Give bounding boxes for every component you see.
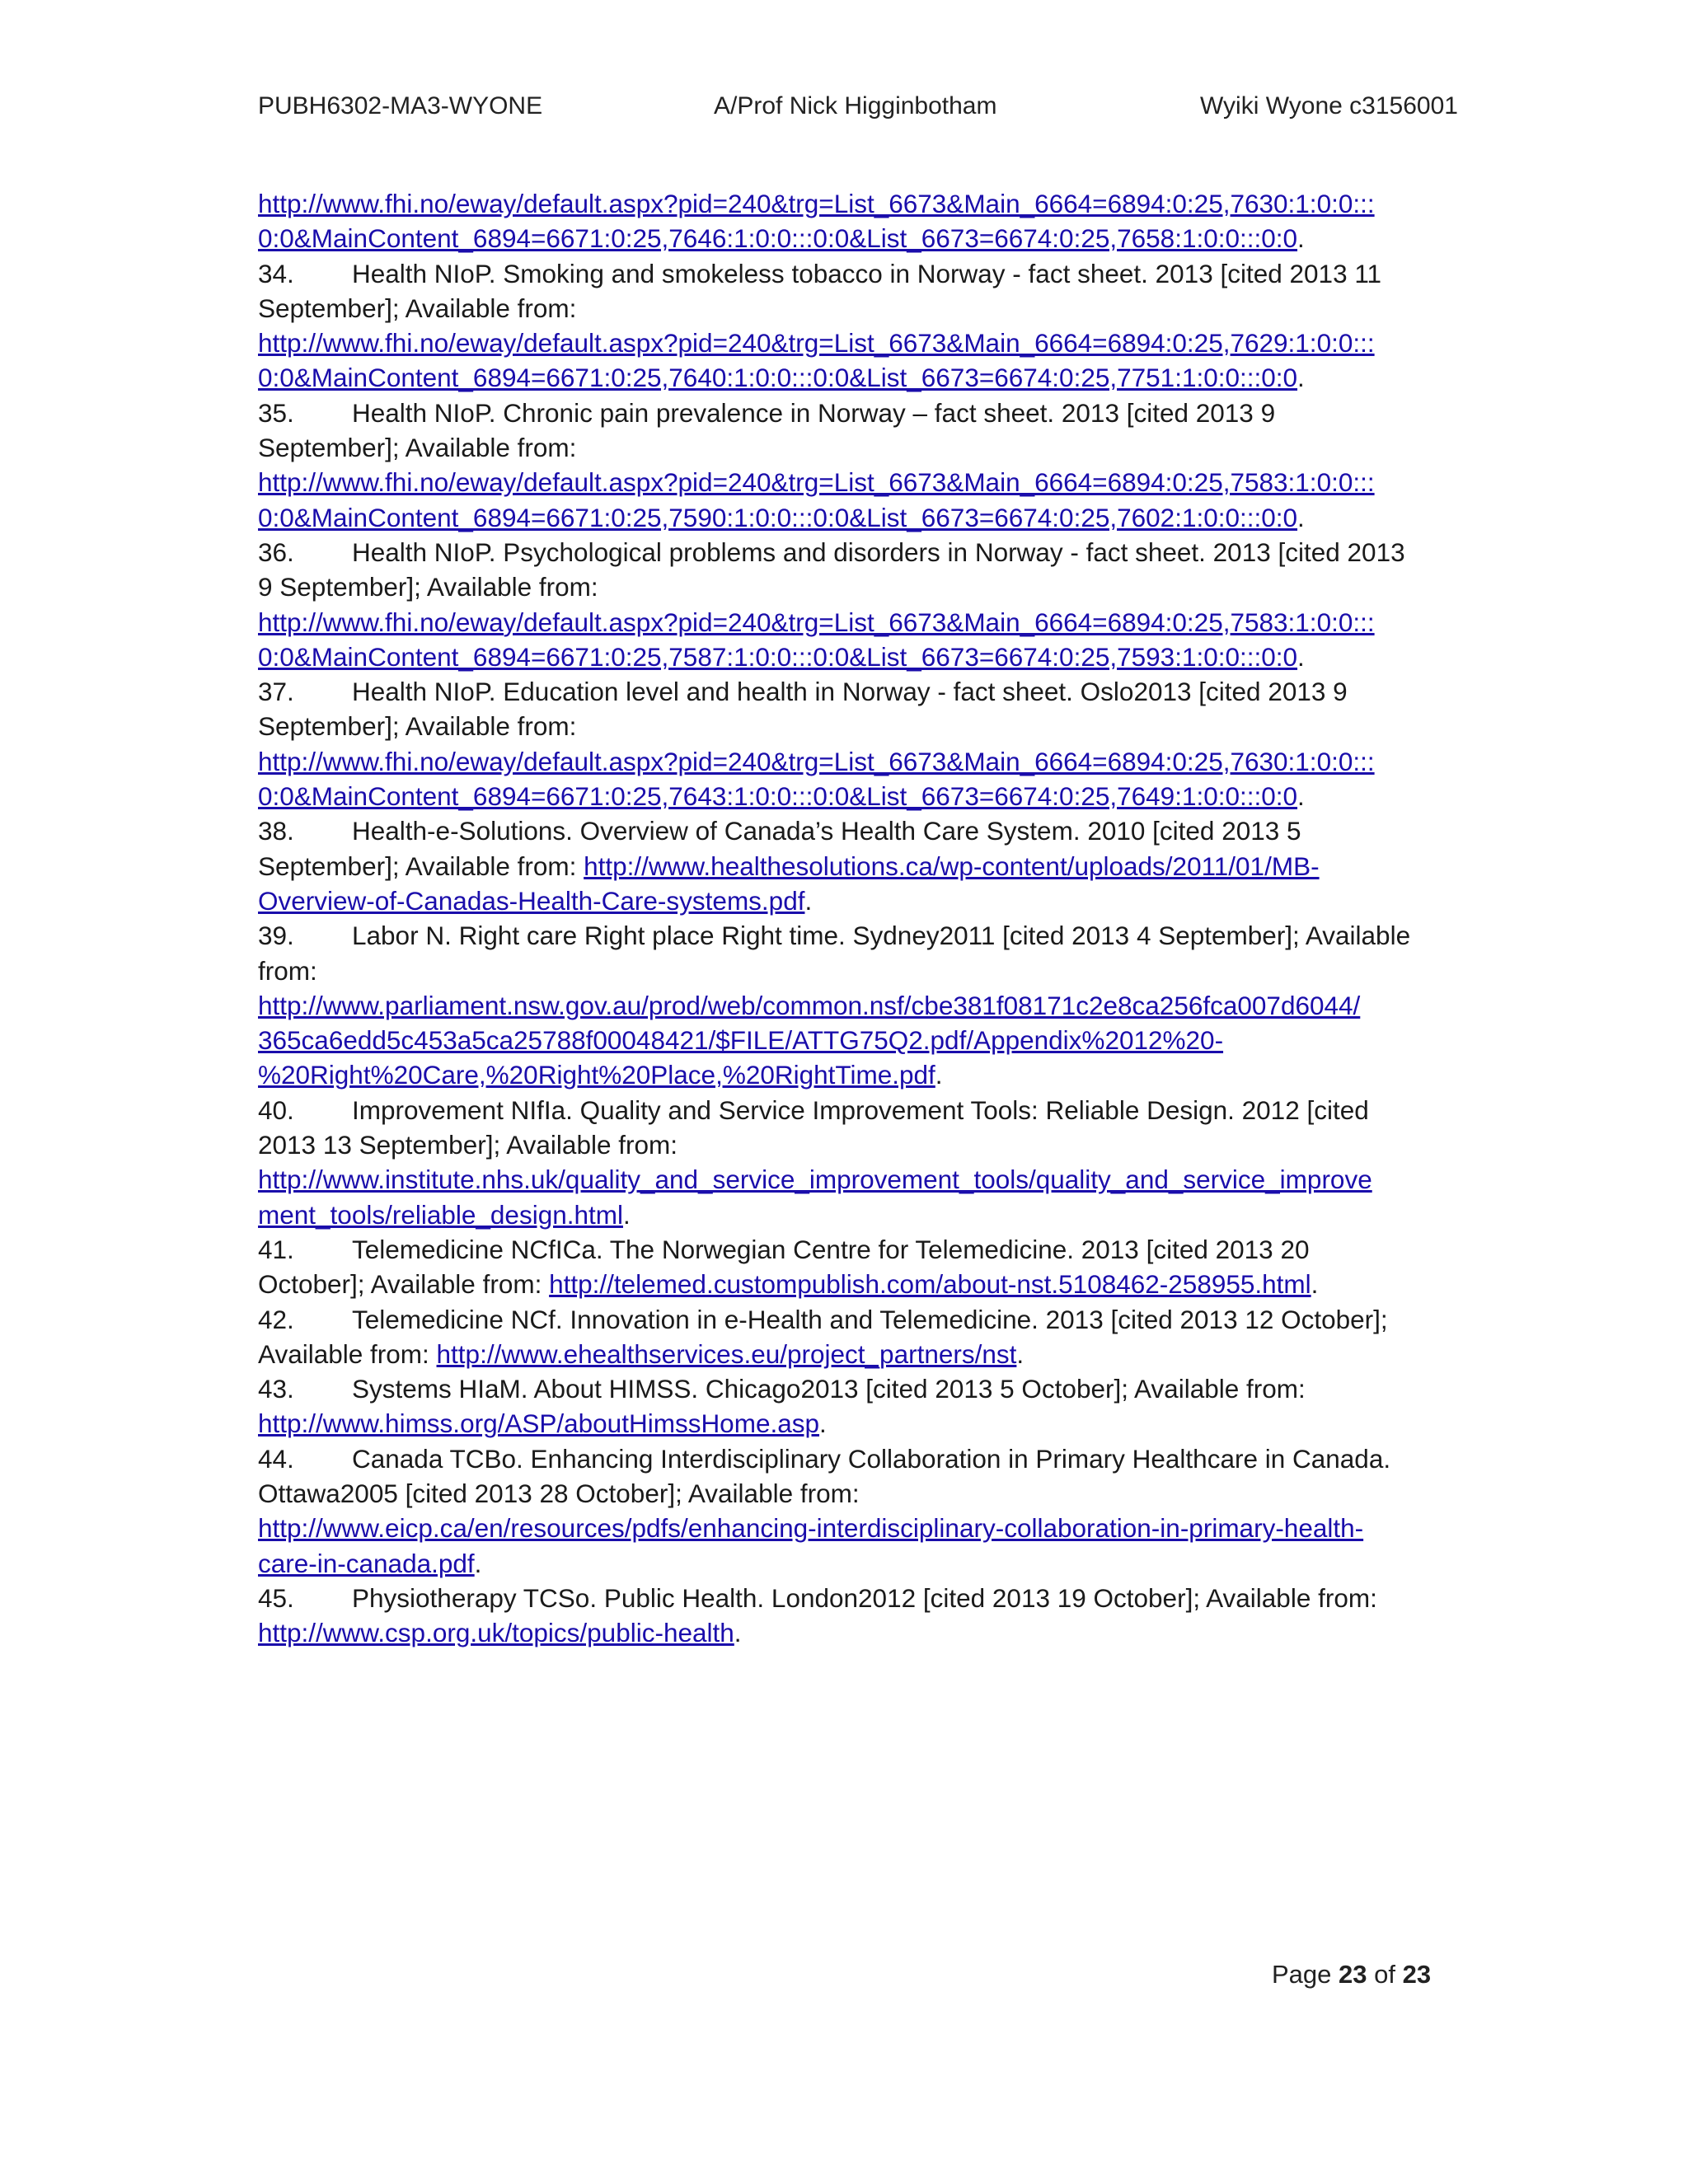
reference-text: Improvement NIfIa. Quality and Service Improvement Tools: Reliable Design. 2012 [cited: [352, 1094, 1369, 1125]
reference-link[interactable]: ment_tools/reliable_design.html: [258, 1199, 623, 1230]
reference-link[interactable]: http://telemed.custompublish.com/about-nst.5108462-258955.html: [549, 1269, 1311, 1300]
reference-item-42: 42. Telemedicine NCf. Innovation in e-Health and Telemedicine. 2013 [cited 2013 12 October]; Available from: http://www.ehealthservices.eu/project_partners/nst.: [258, 1302, 1428, 1372]
reference-link[interactable]: http://www.healthesolutions.ca/wp-content/uploads/2011/01/MB-: [584, 851, 1320, 881]
reference-item-43: 43. Systems HIaM. About HIMSS. Chicago2013 [cited 2013 5 October]; Available from: http://www.himss.org/ASP/aboutHimssHome.asp.: [258, 1371, 1428, 1441]
reference-link[interactable]: http://www.fhi.no/eway/default.aspx?pid=240&trg=List_6673&Main_6664=6894:0:25,7583:1:0:0:::: [258, 607, 1375, 637]
reference-item-37: 37. Health NIoP. Education level and health in Norway - fact sheet. Oslo2013 [cited 2013 9 September]; Available from: http://www.fhi.no/eway/default.aspx?pid=240&trg=List_6673&Main_6664=6894:0:25,7630:1:0:0::: 0:0&MainContent_6894=6671:0:25,7643:1:0:0:::0:0&List_6673=6674:0:25,7649:1:0:0:::0:0.: [258, 674, 1428, 813]
reference-link[interactable]: http://www.fhi.no/eway/default.aspx?pid=240&trg=List_6673&Main_6664=6894:0:25,7630:1:0:0:::: [258, 746, 1375, 776]
reference-number: 37.: [258, 677, 294, 707]
reference-number: 36.: [258, 537, 294, 567]
reference-link[interactable]: http://www.fhi.no/eway/default.aspx?pid=240&trg=List_6673&Main_6664=6894:0:25,7629:1:0:0:::: [258, 328, 1375, 359]
reference-number: 44.: [258, 1443, 294, 1474]
reference-item-44: 44. Canada TCBo. Enhancing Interdisciplinary Collaboration in Primary Healthcare in Canada. Ottawa2005 [cited 2013 28 October]; Available from: http://www.eicp.ca/en/resources/pdfs/enhancing-interdisciplinary-collaboration-in-primary-health- care-in-canada.pdf.: [258, 1441, 1428, 1581]
reference-link[interactable]: http://www.fhi.no/eway/default.aspx?pid=240&trg=List_6673&Main_6664=6894:0:25,7583:1:0:0:::: [258, 467, 1375, 498]
reference-text: October]; Available from:: [258, 1269, 550, 1300]
reference-text: Health NIoP. Chronic pain prevalence in Norway – fact sheet. 2013 [cited 2013 9: [352, 397, 1276, 428]
reference-link[interactable]: 0:0&MainContent_6894=6671:0:25,7640:1:0:0:::0:0&List_6673=6674:0:25,7751:1:0:0:::0:0: [258, 363, 1298, 393]
reference-text: Physiotherapy TCSo. Public Health. London2012 [cited 2013 19 October]; Available from:: [352, 1582, 1377, 1613]
reference-link[interactable]: 0:0&MainContent_6894=6671:0:25,7646:1:0:0:::0:0&List_6673=6674:0:25,7658:1:0:0:::0:0: [258, 223, 1298, 254]
reference-number: 39.: [258, 921, 294, 951]
page-of-label: of: [1367, 1960, 1403, 1989]
reference-item-34: 34. Health NIoP. Smoking and smokeless tobacco in Norway - fact sheet. 2013 [cited 2013 11 September]; Available from: http://www.fhi.no/eway/default.aspx?pid=240&trg=List_6673&Main_6664=6894:0:25,7629:1:0:0::: 0:0&MainContent_6894=6671:0:25,7640:1:0:0:::0:0&List_6673=6674:0:25,7751:1:0:0:::0:0.: [258, 256, 1428, 396]
reference-number: 34.: [258, 258, 294, 288]
reference-text: Health NIoP. Psychological problems and disorders in Norway - fact sheet. 2013 [cited 2013: [352, 537, 1405, 567]
reference-link[interactable]: http://www.institute.nhs.uk/quality_and_service_improvement_tools/quality_and_service_improve: [258, 1165, 1372, 1195]
reference-number: 43.: [258, 1374, 294, 1404]
reference-link[interactable]: 0:0&MainContent_6894=6671:0:25,7590:1:0:0:::0:0&List_6673=6674:0:25,7602:1:0:0:::0:0: [258, 502, 1298, 532]
header-student: Wyiki Wyone c3156001: [1200, 92, 1458, 120]
reference-link[interactable]: 0:0&MainContent_6894=6671:0:25,7643:1:0:0:::0:0&List_6673=6674:0:25,7649:1:0:0:::0:0: [258, 781, 1298, 812]
reference-continuation: http://www.fhi.no/eway/default.aspx?pid=240&trg=List_6673&Main_6664=6894:0:25,7630:1:0:0::: 0:0&MainContent_6894=6671:0:25,7646:1:0:0:::0:0&List_6673=6674:0:25,7658:1:0:0:::0:0.: [258, 186, 1428, 256]
reference-text: 9 September]; Available from:: [258, 572, 598, 602]
reference-link[interactable]: http://www.csp.org.uk/topics/public-health: [258, 1618, 734, 1648]
reference-text: September]; Available from:: [258, 851, 584, 881]
reference-link[interactable]: 0:0&MainContent_6894=6671:0:25,7587:1:0:0:::0:0&List_6673=6674:0:25,7593:1:0:0:::0:0: [258, 641, 1298, 672]
reference-text: Telemedicine NCfICa. The Norwegian Centre for Telemedicine. 2013 [cited 2013 20: [352, 1234, 1310, 1264]
reference-number: 41.: [258, 1234, 294, 1264]
reference-text: Systems HIaM. About HIMSS. Chicago2013 [cited 2013 5 October]; Available from:: [352, 1374, 1306, 1404]
reference-text: Available from:: [258, 1338, 437, 1369]
reference-link[interactable]: http://www.parliament.nsw.gov.au/prod/web/common.nsf/cbe381f08171c2e8ca256fca007d6044/: [258, 990, 1361, 1020]
reference-text: Ottawa2005 [cited 2013 28 October]; Available from:: [258, 1478, 860, 1508]
reference-number: 35.: [258, 397, 294, 428]
reference-item-35: 35. Health NIoP. Chronic pain prevalence in Norway – fact sheet. 2013 [cited 2013 9 September]; Available from: http://www.fhi.no/eway/default.aspx?pid=240&trg=List_6673&Main_6664=6894:0:25,7583:1:0:0::: 0:0&MainContent_6894=6671:0:25,7590:1:0:0:::0:0&List_6673=6674:0:25,7602:1:0:0:::0:0.: [258, 396, 1428, 535]
reference-number: 40.: [258, 1094, 294, 1125]
page-label: Page: [1272, 1960, 1339, 1989]
reference-item-36: 36. Health NIoP. Psychological problems and disorders in Norway - fact sheet. 2013 [cited 2013 9 September]; Available from: http://www.fhi.no/eway/default.aspx?pid=240&trg=List_6673&Main_6664=6894:0:25,7583:1:0:0::: 0:0&MainContent_6894=6671:0:25,7587:1:0:0:::0:0&List_6673=6674:0:25,7593:1:0:0:::0:0.: [258, 535, 1428, 674]
reference-text: Telemedicine NCf. Innovation in e-Health and Telemedicine. 2013 [cited 2013 12 October];: [352, 1304, 1388, 1334]
reference-number: 45.: [258, 1582, 294, 1613]
reference-item-45: 45. Physiotherapy TCSo. Public Health. London2012 [cited 2013 19 October]; Available from: http://www.csp.org.uk/topics/public-health.: [258, 1581, 1428, 1651]
reference-item-40: 40. Improvement NIfIa. Quality and Service Improvement Tools: Reliable Design. 2012 [cited 2013 13 September]; Available from: http://www.institute.nhs.uk/quality_and_service_improvement_tools/quality_and_service_improve ment_tools/reliable_design.html.: [258, 1093, 1428, 1232]
reference-link[interactable]: http://www.fhi.no/eway/default.aspx?pid=240&trg=List_6673&Main_6664=6894:0:25,7630:1:0:0:::: [258, 189, 1375, 218]
reference-link[interactable]: care-in-canada.pdf: [258, 1548, 475, 1578]
current-page: 23: [1339, 1960, 1367, 1989]
reference-link[interactable]: http://www.himss.org/ASP/aboutHimssHome.asp: [258, 1408, 820, 1439]
reference-text: Canada TCBo. Enhancing Interdisciplinary Collaboration in Primary Healthcare in Canada.: [352, 1443, 1391, 1474]
header-course-code: PUBH6302-MA3-WYONE: [258, 92, 543, 120]
reference-link[interactable]: 365ca6edd5c453a5ca25788f00048421/$FILE/ATTG75Q2.pdf/Appendix%2012%20-: [258, 1025, 1224, 1056]
reference-item-39: 39. Labor N. Right care Right place Right time. Sydney2011 [cited 2013 4 September]; Available from: http://www.parliament.nsw.gov.au/prod/web/common.nsf/cbe381f08171c2e8ca256fca007d6044/ 365ca6edd5c453a5ca25788f00048421/$FILE/ATTG75Q2.pdf/Appendix%2012%20- %20Right%20Care,%20Right%20Place,%20RightTime.pdf.: [258, 918, 1428, 1092]
reference-link[interactable]: http://www.ehealthservices.eu/project_partners/nst: [436, 1338, 1017, 1369]
total-pages: 23: [1402, 1960, 1432, 1989]
reference-number: 42.: [258, 1304, 294, 1334]
reference-text: September]; Available from:: [258, 711, 577, 742]
reference-link[interactable]: %20Right%20Care,%20Right%20Place,%20RightTime.pdf: [258, 1060, 935, 1090]
reference-item-38: 38. Health-e-Solutions. Overview of Canada’s Health Care System. 2010 [cited 2013 5 September]; Available from: http://www.healthesolutions.ca/wp-content/uploads/2011/01/MB- Overview-of-Canadas-Health-Care-systems.pdf.: [258, 813, 1428, 918]
reference-text: Labor N. Right care Right place Right time. Sydney2011 [cited 2013 4 September]; Available: [352, 921, 1411, 951]
reference-list: [258, 186, 1428, 1650]
reference-text: 2013 13 September]; Available from:: [258, 1130, 678, 1160]
reference-link[interactable]: http://www.eicp.ca/en/resources/pdfs/enhancing-interdisciplinary-collaboration-in-primary-health-: [258, 1513, 1364, 1544]
reference-number: 38.: [258, 816, 294, 846]
reference-text: Health-e-Solutions. Overview of Canada’s Health Care System. 2010 [cited 2013 5: [352, 816, 1301, 846]
reference-text: September]; Available from:: [258, 433, 577, 463]
reference-text: September]; Available from:: [258, 293, 577, 323]
header-supervisor: A/Prof Nick Higginbotham: [714, 92, 997, 120]
reference-text: Health NIoP. Education level and health in Norway - fact sheet. Oslo2013 [cited 2013 9: [352, 677, 1348, 707]
reference-text: Health NIoP. Smoking and smokeless tobacco in Norway - fact sheet. 2013 [cited 2013 11: [352, 258, 1382, 288]
reference-item-41: 41. Telemedicine NCfICa. The Norwegian Centre for Telemedicine. 2013 [cited 2013 20 October]; Available from: http://telemed.custompublish.com/about-nst.5108462-258955.html.: [258, 1232, 1428, 1302]
reference-link[interactable]: Overview-of-Canadas-Health-Care-systems.pdf: [258, 885, 805, 916]
reference-text: from:: [258, 955, 317, 986]
page-number: [1272, 1960, 1431, 1990]
